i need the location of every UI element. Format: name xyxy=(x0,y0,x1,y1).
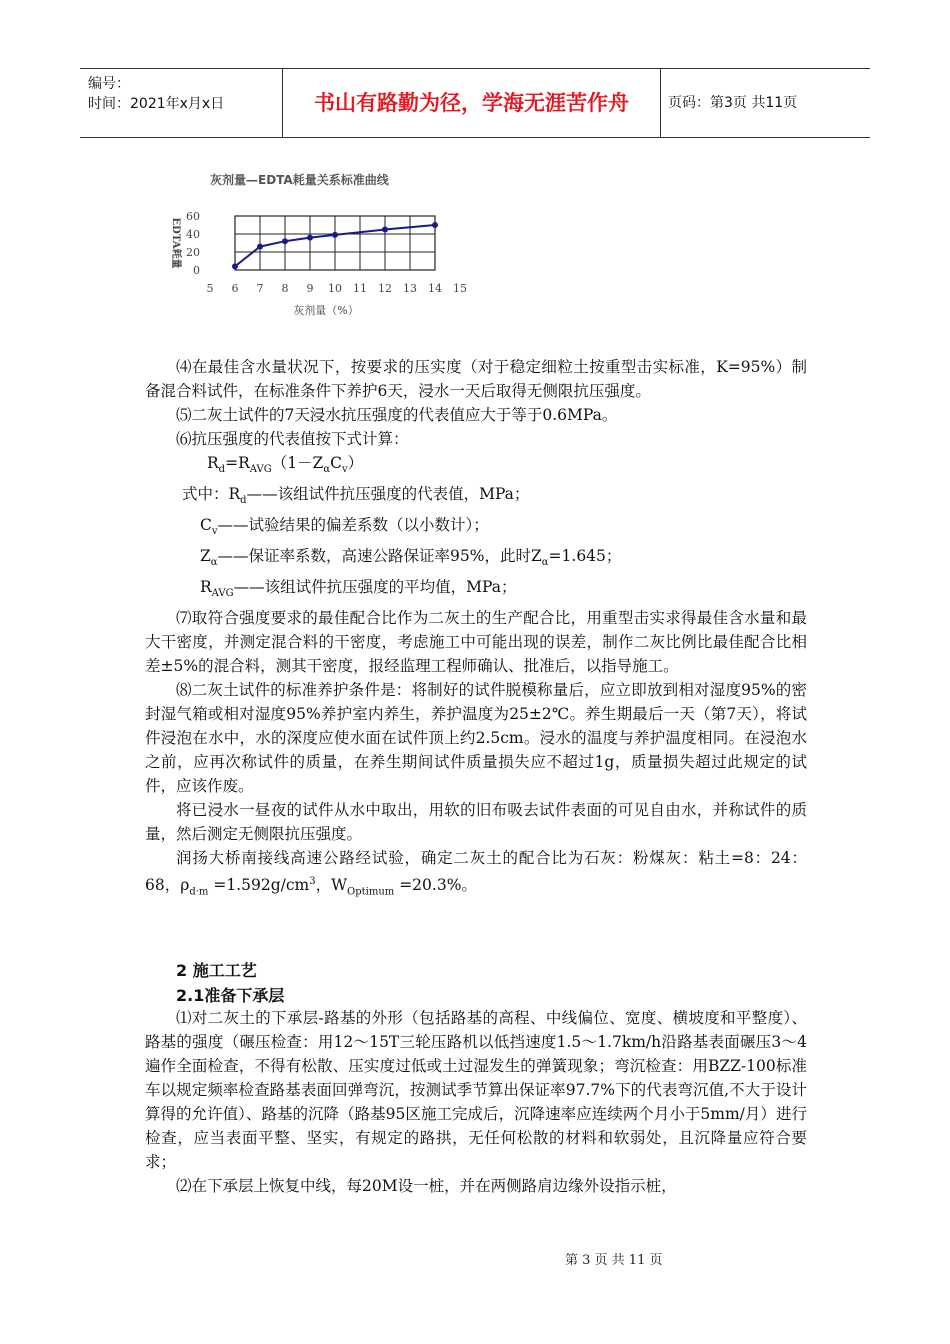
page-footer: 第 3 页 共 11 页 xyxy=(565,1253,663,1268)
where-sub: v xyxy=(211,526,218,538)
chart-x-tick-label: 12 xyxy=(378,282,392,295)
chart-x-tick-label: 9 xyxy=(306,282,314,295)
mix-ratio-sub: Optimum xyxy=(347,886,395,898)
paragraph-6: ⑹抗压强度的代表值按下式计算： xyxy=(176,430,409,448)
paragraph-12: ⑵在下承层上恢复中线，每20M设一桩，并在两侧路肩边缘外设指示桩， xyxy=(176,1177,677,1195)
where-text: ——该组试件抗压强度的代表值，MPa； xyxy=(246,485,530,504)
chart-point xyxy=(282,238,288,244)
mix-ratio-text: 润扬大桥南接线高速公路经试验，确定二灰土的配合比为石灰：粉煤灰：粘土=8：24：68，ρ xyxy=(145,849,807,895)
paragraph-10 xyxy=(145,846,807,904)
formula-part: （1－Z xyxy=(271,454,324,472)
where-text: Z xyxy=(200,547,211,566)
formula-sub: α xyxy=(323,464,331,476)
chart-point xyxy=(307,235,313,241)
chart-x-tick-label: 8 xyxy=(281,282,289,295)
date-label: 时间：2021年x月x日 xyxy=(88,96,225,112)
formula-part: =R xyxy=(225,454,250,472)
formula-line xyxy=(145,451,807,482)
header-meta-cell xyxy=(80,69,283,137)
chart-xlabel: 灰剂量（%） xyxy=(293,304,359,317)
formula-part: C xyxy=(330,454,342,472)
section-heading-2-1: 2.1准备下承层 xyxy=(176,986,285,1005)
chart-grid xyxy=(235,216,435,270)
where-line-4 xyxy=(145,575,807,606)
number-label: 编号： xyxy=(88,76,130,92)
where-sub: AVG xyxy=(211,588,234,600)
paragraph-5: ⑸二灰土试件的7天浸水抗压强度的代表值应大于等于0.6MPa。 xyxy=(176,406,618,424)
formula-sub: v xyxy=(341,464,348,476)
mix-ratio-sup: 3 xyxy=(309,876,316,888)
where-text: 式中：R xyxy=(182,485,241,504)
chart-point xyxy=(382,227,388,233)
chart-x-tick-label: 10 xyxy=(328,282,342,295)
where-line-1 xyxy=(145,482,807,513)
chart-ylabel: EDTA耗量 xyxy=(170,217,181,269)
where-text: ——试验结果的偏差系数（以小数计）； xyxy=(217,516,489,535)
section-heading-2: 2 施工工艺 xyxy=(176,961,257,980)
formula-sub: AVG xyxy=(249,464,272,476)
where-sub: α xyxy=(210,557,218,569)
mix-ratio-sub: d·m xyxy=(189,886,209,898)
mix-ratio-text: =1.592g/cm xyxy=(208,876,310,895)
where-text: R xyxy=(200,578,212,597)
header-page-label: 页码：第3页 共11页 xyxy=(668,95,798,111)
chart-point xyxy=(232,263,238,269)
chart-x-tick-label: 6 xyxy=(231,282,239,295)
where-text: ——该组试件抗压强度的平均值，MPa； xyxy=(233,578,517,597)
formula-part: R xyxy=(207,454,219,472)
formula-part: ） xyxy=(347,454,364,472)
chart-y-tick-label: 20 xyxy=(186,246,200,259)
paragraph-9: 将已浸水一昼夜的试件从水中取出，用软的旧布吸去试件表面的可见自由水，并称试件的质量，然后测定无侧限抗压强度。 xyxy=(145,801,807,844)
chart-point xyxy=(332,232,338,238)
body-text-block xyxy=(145,355,807,905)
edta-chart xyxy=(160,162,490,327)
chart-x-tick-label: 11 xyxy=(353,282,367,295)
where-sub: d xyxy=(240,495,247,507)
where-line-2 xyxy=(145,513,807,544)
where-sub: α xyxy=(541,557,549,569)
chart-y-tick-label: 40 xyxy=(186,228,200,241)
chart-point xyxy=(257,244,263,250)
page-header xyxy=(80,68,870,138)
paragraph-11: ⑴对二灰土的下承层-路基的外形（包括路基的高程、中线偏位、宽度、横坡度和平整度）、路基的强度（碾压检查：用12～15T三轮压路机以低挡速度1.5～1.7km/h沿路基表面碾压3～4遍作全面检查，不得有松散、压实度过低或土过湿发生的弹簧现象；弯沉检查：用BZZ-100标准车以规定频率检查路基表面回弹弯沉，按测试季节算出保证率97.7%下的代表弯沉值,不大于设计算得的允许值）、路基的沉降（路基95区施工完成后，沉降速率应连续两个月小于5mm/月）进行检查，应当表面平整、坚实，有规定的路拱，无任何松散的材料和软弱处，且沉降量应符合要求； xyxy=(145,1009,807,1171)
chart-title: 灰剂量—EDTA耗量关系标准曲线 xyxy=(210,173,389,187)
chart-x-tick-label: 15 xyxy=(453,282,467,295)
paragraph-8: ⑻二灰土试件的标准养护条件是：将制好的试件脱模称量后，应立即放到相对湿度95%的密封湿气箱或相对湿度95%养护室内养生，养护温度为25±2℃。养生期最后一天（第7天），将试件浸泡在水中，水的深度应使水面在试件顶上约2.5cm。浸水的温度与养护温度相同。在浸泡水之前，应再次称试件的质量，在养生期间试件质量损失应不超过1g，质量损失超过此规定的试件，应该作废。 xyxy=(145,681,807,796)
mix-ratio-text: =20.3%。 xyxy=(394,876,477,895)
mix-ratio-text: ，W xyxy=(315,876,348,895)
chart-point xyxy=(432,222,438,228)
header-motto: 书山有路勤为径，学海无涯苦作舟 xyxy=(283,69,661,137)
chart-y-tick-label: 60 xyxy=(186,210,200,223)
chart-y-tick-label: 0 xyxy=(193,264,200,277)
chart-x-tick-label: 14 xyxy=(428,282,442,295)
body-text-block-2 xyxy=(145,1006,807,1198)
where-line-3 xyxy=(145,544,807,575)
where-text: C xyxy=(200,516,212,535)
chart-x-tick-label: 7 xyxy=(256,282,264,295)
paragraph-4: ⑷在最佳含水量状况下，按要求的压实度（对于稳定细粒土按重型击实标准，K=95%）制备混合料试件，在标准条件下养护6天，浸水一天后取得无侧限抗压强度。 xyxy=(145,358,807,400)
chart-x-tick-label: 5 xyxy=(206,282,214,295)
chart-x-tick-label: 13 xyxy=(403,282,417,295)
where-text: =1.645； xyxy=(548,547,622,566)
edta-chart-svg xyxy=(160,162,490,327)
where-text: ——保证率系数，高速公路保证率95%，此时Z xyxy=(217,547,542,566)
paragraph-7: ⑺取符合强度要求的最佳配合比作为二灰土的生产配合比，用重型击实求得最佳含水量和最大干密度，并测定混合料的干密度，考虑施工中可能出现的误差，制作二灰比例比最佳配合比相差±5%的混合料，测其干密度，报经监理工程师确认、批准后，以指导施工。 xyxy=(145,609,807,676)
formula-sub: d xyxy=(218,464,226,476)
